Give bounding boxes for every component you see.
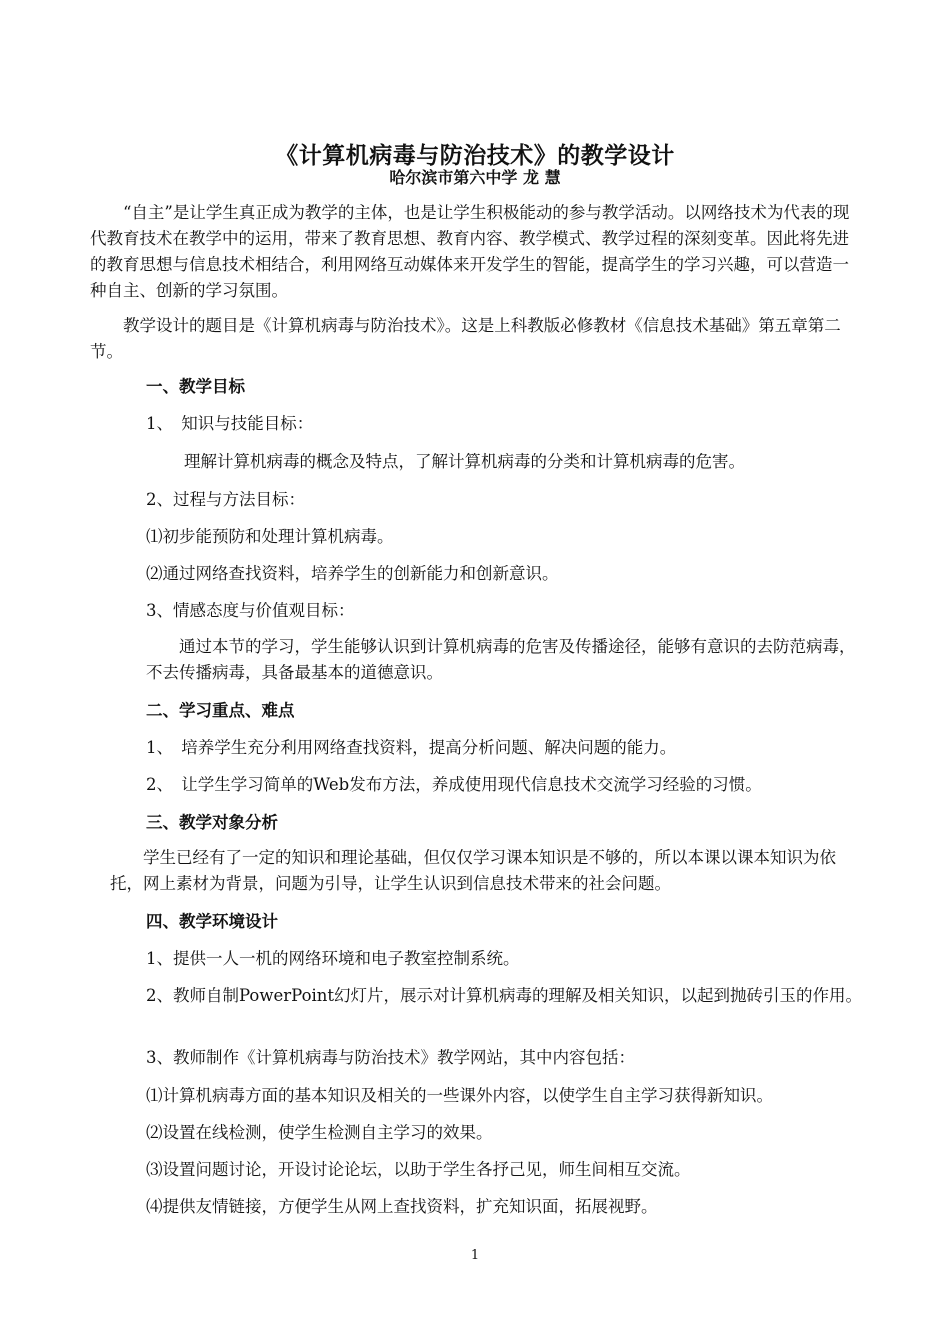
- page-number: 1: [470, 1248, 480, 1263]
- key-point-2: 2、 让学生学习简单的Web发布方法，养成使用现代信息技术交流学习经验的习惯。: [146, 775, 762, 794]
- environment-item-3c: ⑶设置问题讨论，开设讨论论坛，以助于学生各抒己见，师生间相互交流。: [146, 1160, 691, 1179]
- objective-process-item-a: ⑴初步能预防和处理计算机病毒。: [146, 527, 394, 546]
- environment-item-3: 3、教师制作《计算机病毒与防治技术》教学网站，其中内容包括：: [146, 1048, 635, 1067]
- key-point-1: 1、 培养学生充分利用网络查找资料，提高分析问题、解决问题的能力。: [146, 738, 677, 757]
- environment-item-3d: ⑷提供友情链接，方便学生从网上查找资料，扩充知识面，拓展视野。: [146, 1197, 658, 1216]
- objective-attitude-values: 3、情感态度与价值观目标：: [146, 601, 355, 620]
- audience-paragraph: 学生已经有了一定的知识和理论基础，但仅仅学习课本知识是不够的，所以本课以课本知识为依托，网上素材为背景，问题为引导，让学生认识到信息技术带来的社会问题。: [110, 848, 836, 893]
- objective-knowledge-skills: 1、 知识与技能目标：: [146, 414, 314, 433]
- section-heading-audience: 三、教学对象分析: [146, 813, 278, 832]
- objective-process-methods: 2、过程与方法目标：: [146, 490, 305, 509]
- environment-item-3b: ⑵设置在线检测，使学生检测自主学习的效果。: [146, 1123, 493, 1142]
- objective-process-item-b: ⑵通过网络查找资料，培养学生的创新能力和创新意识。: [146, 564, 559, 583]
- objective-knowledge-detail: 理解计算机病毒的概念及特点，了解计算机病毒的分类和计算机病毒的危害。: [184, 452, 745, 471]
- environment-item-3a: ⑴计算机病毒方面的基本知识及相关的一些课外内容，以使学生自主学习获得新知识。: [146, 1086, 773, 1105]
- document-title: 《计算机病毒与防治技术》的教学设计: [275, 142, 675, 170]
- section-heading-objectives: 一、教学目标: [146, 377, 245, 396]
- document-author: 哈尔滨市第六中学 龙 慧: [389, 168, 561, 187]
- section-heading-environment: 四、教学环境设计: [146, 912, 278, 931]
- section-heading-key-points: 二、学习重点、难点: [146, 701, 295, 720]
- objective-attitude-detail: 通过本节的学习，学生能够认识到计算机病毒的危害及传播途径，能够有意识的去防范病毒，不去传播病毒，具备最基本的道德意识。: [146, 637, 856, 682]
- intro-paragraph: “自主”是让学生真正成为教学的主体，也是让学生积极能动的参与教学活动。以网络技术为代表的现代教育技术在教学中的运用，带来了教育思想、教育内容、教学模式、教学过程的深刻变革。因此将先进的教育思想与信息技术相结合，利用网络互动媒体来开发学生的智能，提高学生的学习兴趣，可以营造一种自主、创新的学习氛围。: [90, 203, 850, 300]
- environment-item-1: 1、提供一人一机的网络环境和电子教室控制系统。: [146, 949, 520, 968]
- environment-item-2: 2、教师自制PowerPoint幻灯片，展示对计算机病毒的理解及相关知识，以起到抛砖引玉的作用。: [146, 986, 863, 1005]
- topic-paragraph: 教学设计的题目是《计算机病毒与防治技术》。这是上科教版必修教材《信息技术基础》第五章第二节。: [90, 316, 841, 361]
